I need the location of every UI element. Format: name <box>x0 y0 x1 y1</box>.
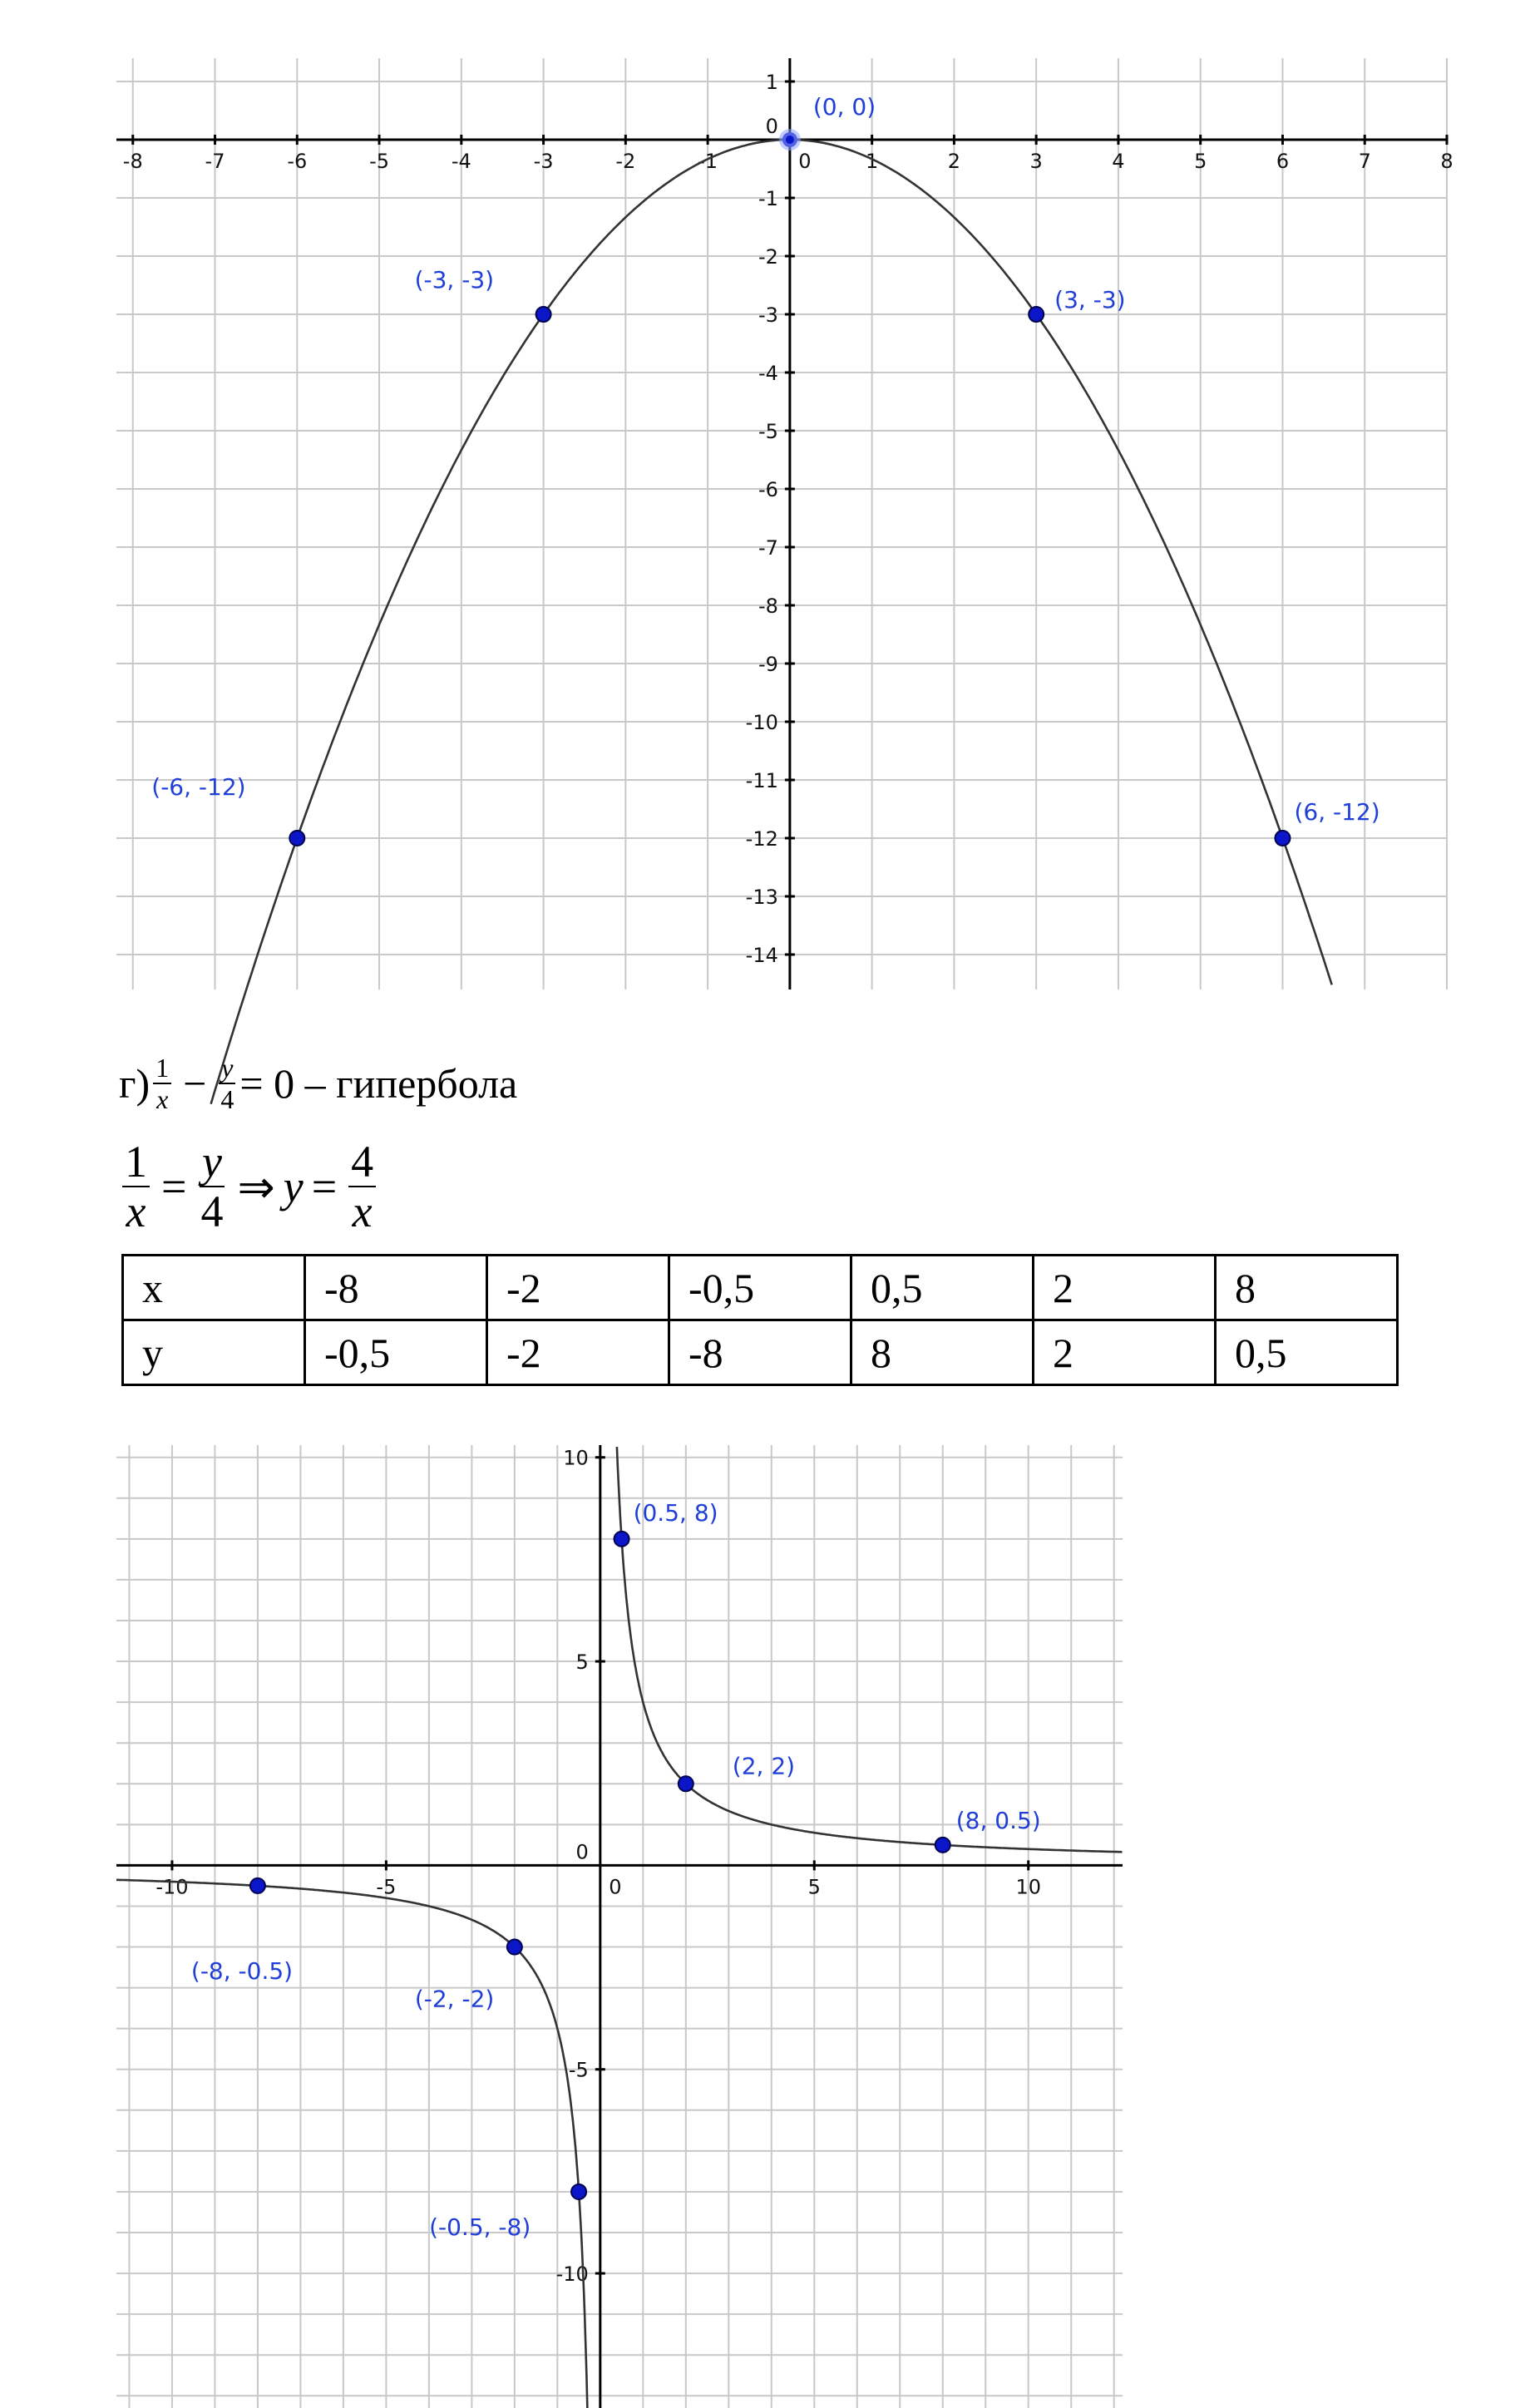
x-tick-label: 0 <box>798 150 812 173</box>
y-tick-label: -8 <box>758 595 778 618</box>
data-point <box>679 1776 693 1791</box>
x-tick-label: -4 <box>451 150 471 173</box>
data-point-label: (-2, -2) <box>414 1985 495 2013</box>
x-tick-label: 6 <box>1276 150 1290 173</box>
table-cell: 0,5 <box>1216 1320 1398 1385</box>
data-point <box>614 1532 629 1547</box>
parabola-grid <box>116 58 1447 989</box>
x-tick-label: 7 <box>1358 150 1371 173</box>
hyperbola-axes <box>116 1445 1123 2408</box>
data-point <box>289 831 304 846</box>
y-tick-label: -6 <box>758 478 778 501</box>
x-tick-label: -5 <box>376 1875 397 1899</box>
hyperbola-curves <box>116 1447 1123 2408</box>
y-tick-label: 0 <box>575 1840 589 1864</box>
data-point <box>1029 307 1044 322</box>
y-tick-label: -2 <box>758 245 778 269</box>
x-tick-label: 1 <box>866 150 879 173</box>
equation-fraction-3: $\frac{4}{x}$ <box>348 1139 376 1234</box>
equation-fraction-2: $\frac{y}{4}$ <box>200 1137 224 1236</box>
table-cell: -8 <box>305 1256 487 1320</box>
problem-fraction-1: $\frac{1}{x}$ <box>153 1054 171 1113</box>
problem-fraction-2: $\frac{y}{4}$ <box>218 1054 236 1113</box>
data-point <box>1275 831 1290 846</box>
y-tick-label: -3 <box>758 303 778 327</box>
y-tick-label: -10 <box>745 711 778 734</box>
derived-equation: $\frac{1}{x}$ = $\frac{y}{4}$ ⇒ y = $\frac{4}{x}$ <box>119 1139 379 1234</box>
y-tick-label: -4 <box>758 362 778 385</box>
y-tick-label: -7 <box>758 536 778 560</box>
hyperbola-points <box>191 1499 1041 2241</box>
equation-fraction-1: $\frac{1}{x}$ <box>122 1139 150 1234</box>
data-point <box>935 1838 950 1853</box>
data-point-label: (-8, -0.5) <box>190 1956 294 1985</box>
data-point <box>536 307 551 322</box>
x-tick-label: 3 <box>1029 150 1043 173</box>
table-cell: 8 <box>1216 1256 1398 1320</box>
table-cell: y <box>123 1320 305 1385</box>
data-point <box>250 1878 265 1893</box>
x-tick-label: -10 <box>155 1875 189 1899</box>
x-tick-label: -8 <box>122 150 143 173</box>
y-tick-label: -5 <box>568 2058 589 2082</box>
problem-prefix: г) <box>119 1060 151 1107</box>
data-point <box>507 1940 522 1955</box>
table-cell: -8 <box>669 1320 851 1385</box>
y-tick-label: -12 <box>745 827 778 851</box>
data-point-label: (2, 2) <box>732 1752 796 1780</box>
hyperbola-branch-negative <box>116 1880 587 2408</box>
y-tick-label: -1 <box>758 187 778 210</box>
y-tick-label: 1 <box>765 71 778 94</box>
data-point-label: (-6, -12) <box>151 773 246 801</box>
y-tick-label: -11 <box>745 769 778 792</box>
table-cell: x <box>123 1256 305 1320</box>
x-tick-label: 4 <box>1112 150 1125 173</box>
value-table <box>121 1254 1399 1386</box>
y-tick-label: 10 <box>563 1446 589 1470</box>
data-point-label: (-0.5, -8) <box>429 2213 531 2241</box>
x-tick-label: -3 <box>533 150 554 173</box>
problem-statement <box>119 1054 517 1113</box>
data-point-label: (6, -12) <box>1294 798 1380 826</box>
hyperbola-grid <box>116 1445 1123 2408</box>
data-point-label: (3, -3) <box>1054 286 1126 313</box>
parabola-tick-labels <box>123 71 1454 967</box>
data-point-label: (-3, -3) <box>414 266 495 294</box>
table-cell: 2 <box>1034 1256 1216 1320</box>
data-point <box>571 2184 586 2199</box>
x-tick-label: -7 <box>205 150 225 173</box>
y-tick-label: 5 <box>575 1651 589 1675</box>
y-tick-label: -14 <box>745 944 778 967</box>
data-point-label: (8, 0.5) <box>955 1806 1041 1834</box>
table-cell: 8 <box>851 1320 1034 1385</box>
table-cell: 0,5 <box>851 1256 1034 1320</box>
x-tick-label: 10 <box>1015 1875 1041 1899</box>
x-tick-label: 5 <box>1194 150 1207 173</box>
hyperbola-chart <box>116 1445 1123 2408</box>
y-tick-label: -9 <box>758 653 778 676</box>
y-tick-label: -13 <box>745 886 778 909</box>
x-tick-label: 8 <box>1440 150 1454 173</box>
problem-rest: = 0 – гипербола <box>239 1060 518 1107</box>
table-row-x <box>123 1256 1398 1320</box>
x-tick-label: 0 <box>609 1875 622 1899</box>
parabola-chart <box>116 58 1454 989</box>
data-point-label: (0, 0) <box>812 93 876 121</box>
table-cell: -2 <box>487 1256 669 1320</box>
y-tick-label: 0 <box>765 115 778 138</box>
table-cell: -2 <box>487 1320 669 1385</box>
table-cell: 2 <box>1034 1320 1216 1385</box>
y-tick-label: -5 <box>758 420 778 443</box>
x-tick-label: -5 <box>369 150 390 173</box>
x-tick-label: 5 <box>807 1875 821 1899</box>
data-point-label: (0.5, 8) <box>633 1498 718 1527</box>
table-row-y <box>123 1320 1398 1385</box>
y-tick-label: -10 <box>555 2262 589 2287</box>
table-cell: -0,5 <box>305 1320 487 1385</box>
data-point <box>782 132 797 147</box>
table-cell: -0,5 <box>669 1256 851 1320</box>
x-tick-label: 2 <box>947 150 961 173</box>
problem-minus: − <box>183 1060 207 1107</box>
x-tick-label: -2 <box>615 150 636 173</box>
x-tick-label: -1 <box>698 150 718 173</box>
x-tick-label: -6 <box>287 150 308 173</box>
